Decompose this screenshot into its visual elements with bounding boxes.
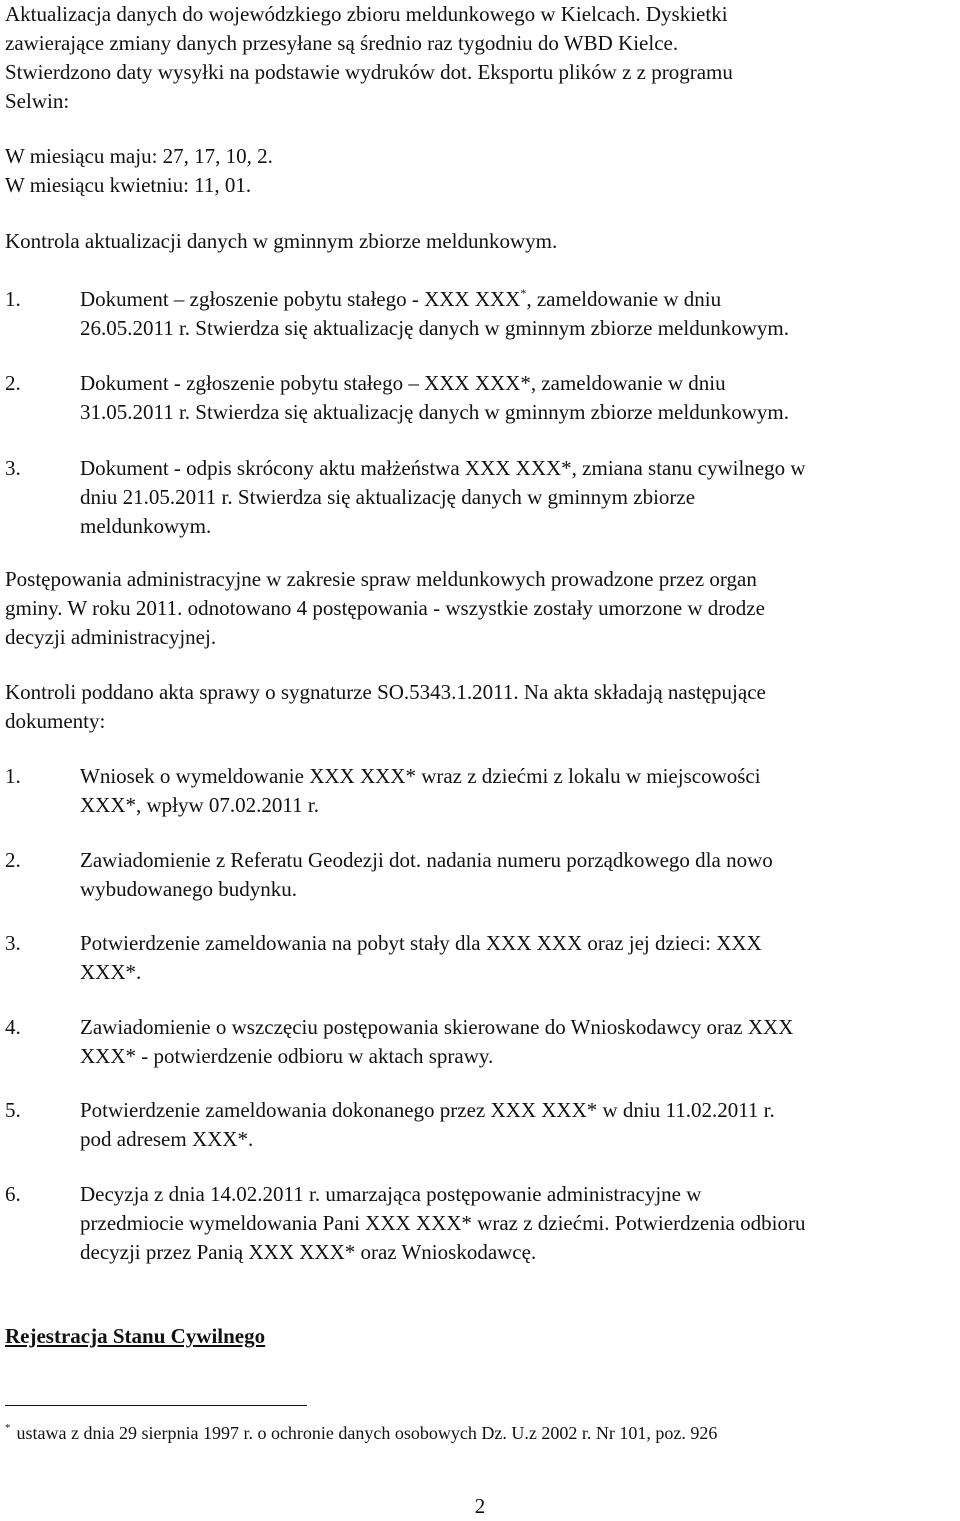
intro-line: zawierające zmiany danych przesyłane są średnio raz tygodniu do WBD Kielce. <box>5 31 679 55</box>
page-number: 2 <box>474 1494 486 1518</box>
intro-paragraph <box>5 0 950 116</box>
item-number: 2. <box>5 371 21 395</box>
intro-line: Aktualizacja danych do wojewódzkiego zbioru meldunkowego w Kielcach. Dyskietki <box>5 2 728 26</box>
footnote-marker: * <box>520 286 527 300</box>
control-case-paragraph: Kontroli poddano akta sprawy o sygnaturze SO.5343.1.2011. Na akta składają następujące dokumenty: <box>5 680 766 733</box>
item-text: Dokument – zgłoszenie pobytu stałego - XXX XXX*, zameldowanie w dniu 26.05.2011 r. Stwierdza się aktualizację danych w gminnym zbiorze meldunkowym. <box>80 286 789 340</box>
item-number: 3. <box>5 456 21 480</box>
footnote-divider <box>5 1405 307 1406</box>
item-number: 5. <box>5 1098 21 1122</box>
item-text: Potwierdzenie zameldowania dokonanego przez XXX XXX* w dniu 11.02.2011 r. pod adresem XXX*. <box>80 1098 775 1151</box>
item-number: 3. <box>5 931 21 955</box>
item-text: Dokument - zgłoszenie pobytu stałego – XXX XXX*, zameldowanie w dniu 31.05.2011 r. Stwierdza się aktualizację danych w gminnym zbiorze meldunkowym. <box>80 371 789 424</box>
item-text: Wniosek o wymeldowanie XXX XXX* wraz z dziećmi z lokalu w miejscowości XXX*, wpływ 07.02.2011 r. <box>80 764 761 817</box>
footnote-text: ustawa z dnia 29 sierpnia 1997 r. o ochronie danych osobowych Dz. U.z 2002 r. Nr 101, poz. 926 <box>16 1423 718 1443</box>
item-number: 4. <box>5 1015 21 1039</box>
item-number: 2. <box>5 848 21 872</box>
sending-dates <box>5 142 950 200</box>
item-text: Zawiadomienie z Referatu Geodezji dot. nadania numeru porządkowego dla nowo wybudowanego budynku. <box>80 848 773 901</box>
section-heading: Rejestracja Stanu Cywilnego <box>5 1324 266 1348</box>
item-number: 6. <box>5 1182 21 1206</box>
item-text: Dokument - odpis skrócony aktu małżeństwa XXX XXX*, zmiana stanu cywilnego w dniu 21.05.2011 r. Stwierdza się aktualizację danych w gminnym zbiorze meldunkowym. <box>80 456 806 538</box>
item-text: Potwierdzenie zameldowania na pobyt stały dla XXX XXX oraz jej dzieci: XXX XXX*. <box>80 931 762 984</box>
intro-line: Selwin: <box>5 89 70 113</box>
dates-april: W miesiącu kwietniu: 11, 01. <box>5 173 252 197</box>
footnote <box>5 1420 717 1446</box>
control-heading: Kontrola aktualizacji danych w gminnym zbiorze meldunkowym. <box>5 229 558 253</box>
item-text: Decyzja z dnia 14.02.2011 r. umarzająca postępowanie administracyjne w przedmiocie wymeldowania Pani XXX XXX* wraz z dziećmi. Potwierdzenia odbioru decyzji przez Panią XXX XXX* oraz Wnioskodawcę. <box>80 1182 806 1264</box>
dates-may: W miesiącu maju: 27, 17, 10, 2. <box>5 144 273 168</box>
item-text: Zawiadomienie o wszczęciu postępowania skierowane do Wnioskodawcy oraz XXX XXX* - potwierdzenie odbioru w aktach sprawy. <box>80 1015 794 1068</box>
footnote-marker: * <box>5 1422 11 1434</box>
intro-line: Stwierdzono daty wysyłki na podstawie wydruków dot. Eksportu plików z z programu <box>5 60 733 84</box>
item-number: 1. <box>5 287 21 311</box>
proceedings-paragraph: Postępowania administracyjne w zakresie spraw meldunkowych prowadzone przez organ gminy. W roku 2011. odnotowano 4 postępowania - wszystkie zostały umorzone w drodze decyzji administracyjnej. <box>5 567 765 649</box>
item-number: 1. <box>5 764 21 788</box>
